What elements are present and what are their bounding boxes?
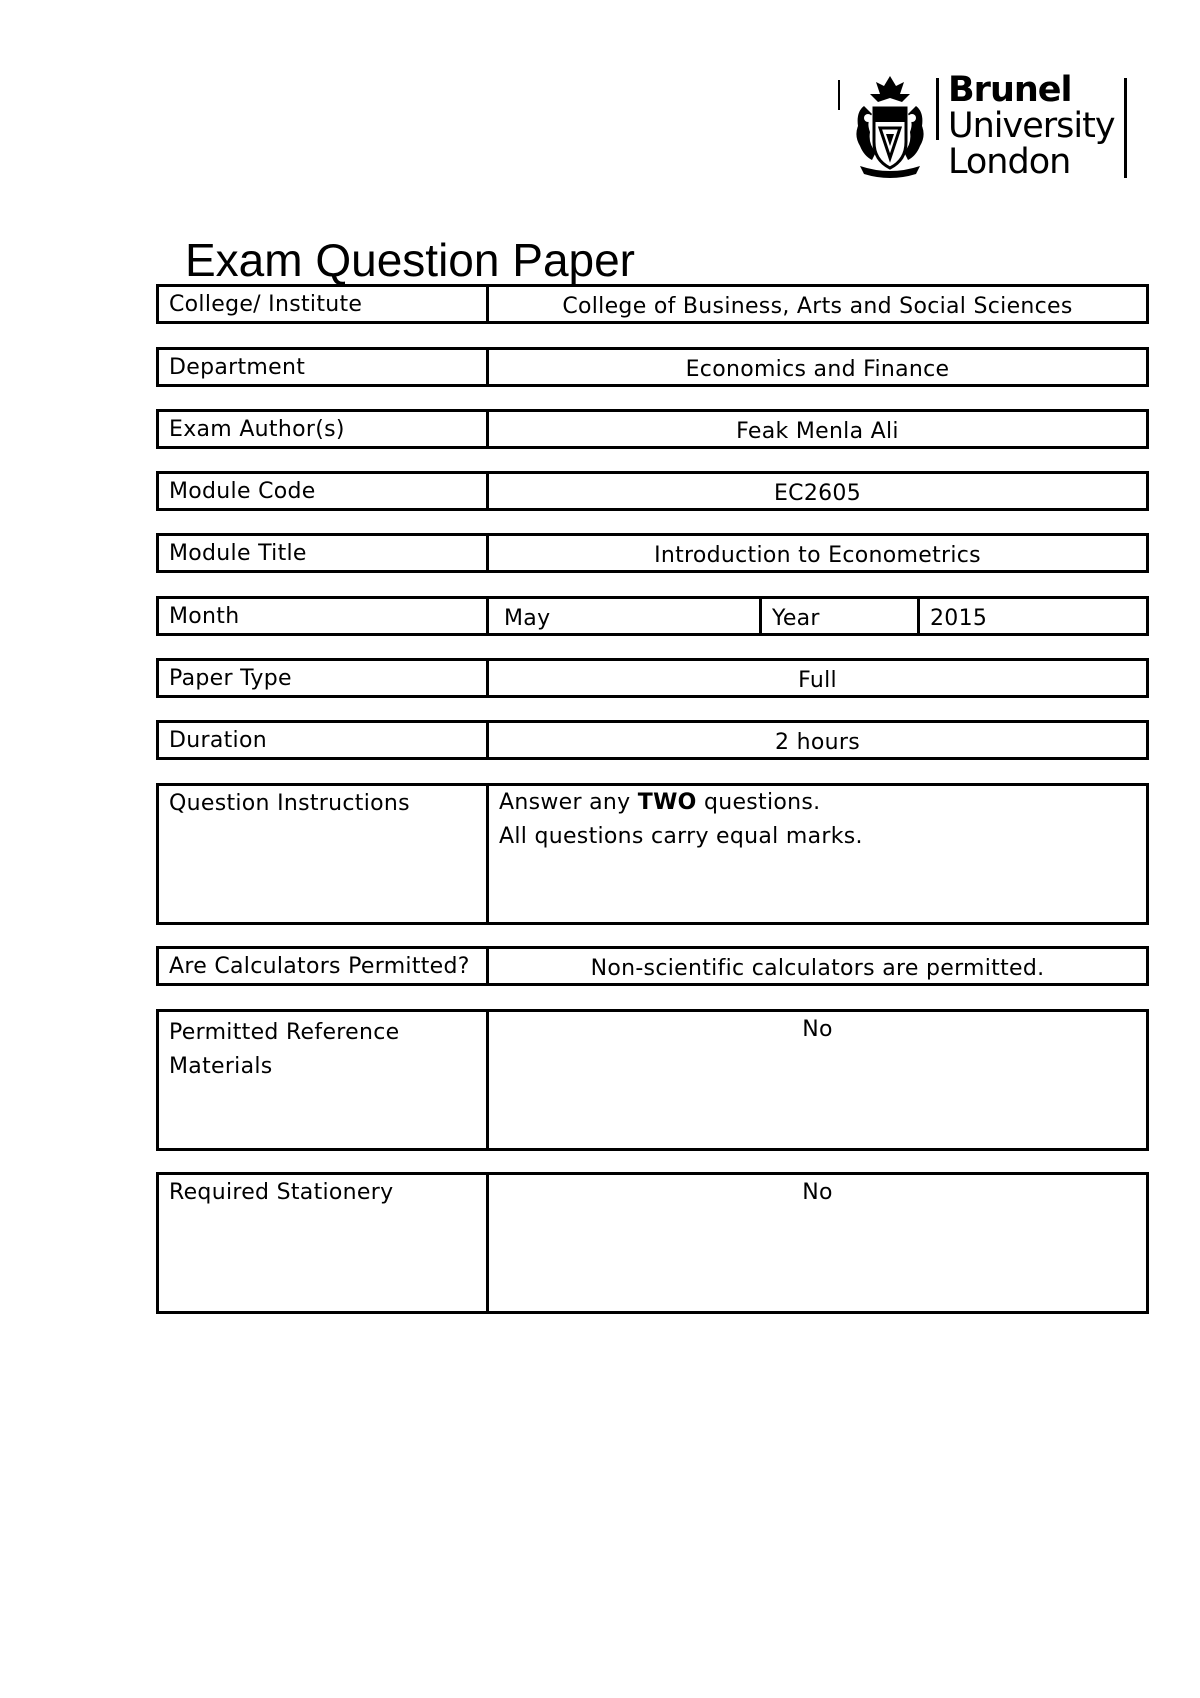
year-label: Year <box>762 599 920 633</box>
month-label: Month <box>159 599 489 633</box>
university-logo <box>838 72 1138 182</box>
row-month-year <box>156 596 1149 636</box>
module-title-label: Module Title <box>159 536 489 570</box>
row-paper-type <box>156 658 1149 698</box>
duration-value: 2 hours <box>775 730 860 755</box>
module-code-label: Module Code <box>159 474 489 508</box>
row-duration <box>156 720 1149 760</box>
instructions-line-1-bold: TWO <box>637 790 697 815</box>
reference-label-line-1: Permitted Reference <box>169 1020 400 1045</box>
logo-divider-left <box>838 80 840 110</box>
instructions-label: Question Instructions <box>159 786 489 922</box>
reference-value: No <box>802 1017 833 1042</box>
row-module-code <box>156 471 1149 511</box>
year-value: 2015 <box>930 606 988 631</box>
reference-label-line-2: Materials <box>169 1054 273 1079</box>
instructions-value <box>489 786 1146 922</box>
authors-label: Exam Author(s) <box>159 412 489 446</box>
row-instructions <box>156 783 1149 925</box>
stationery-value: No <box>802 1180 833 1205</box>
department-value: Economics and Finance <box>685 357 950 382</box>
instructions-line-1-post: questions. <box>696 790 821 815</box>
paper-type-value: Full <box>798 668 837 693</box>
row-calculators <box>156 946 1149 986</box>
crest-icon <box>850 72 930 182</box>
logo-divider-right <box>1124 78 1127 178</box>
logo-word-london: London <box>948 142 1071 182</box>
instructions-line-1 <box>499 786 1136 820</box>
logo-word-university: University <box>948 106 1115 146</box>
authors-value: Feak Menla Ali <box>736 419 899 444</box>
page-title: Exam Question Paper <box>185 234 636 286</box>
calculators-label: Are Calculators Permitted? <box>159 949 489 983</box>
logo-wordmark <box>948 72 1115 180</box>
instructions-line-2: All questions carry equal marks. <box>499 824 863 849</box>
logo-word-brunel: Brunel <box>948 70 1072 110</box>
row-authors <box>156 409 1149 449</box>
month-value: May <box>489 599 762 633</box>
paper-type-label: Paper Type <box>159 661 489 695</box>
department-label: Department <box>159 350 489 384</box>
college-value: College of Business, Arts and Social Sciences <box>562 294 1073 319</box>
module-title-value: Introduction to Econometrics <box>654 543 981 568</box>
logo-divider-middle <box>936 78 939 140</box>
row-stationery <box>156 1172 1149 1314</box>
module-code-value: EC2605 <box>773 481 862 506</box>
duration-label: Duration <box>159 723 489 757</box>
college-label: College/ Institute <box>159 287 489 321</box>
row-reference <box>156 1009 1149 1151</box>
calculators-value: Non-scientific calculators are permitted. <box>590 956 1045 981</box>
row-college <box>156 284 1149 324</box>
row-department <box>156 347 1149 387</box>
instructions-line-1-pre: Answer any <box>499 790 638 815</box>
row-module-title <box>156 533 1149 573</box>
stationery-label: Required Stationery <box>159 1175 489 1311</box>
reference-label <box>159 1012 489 1148</box>
